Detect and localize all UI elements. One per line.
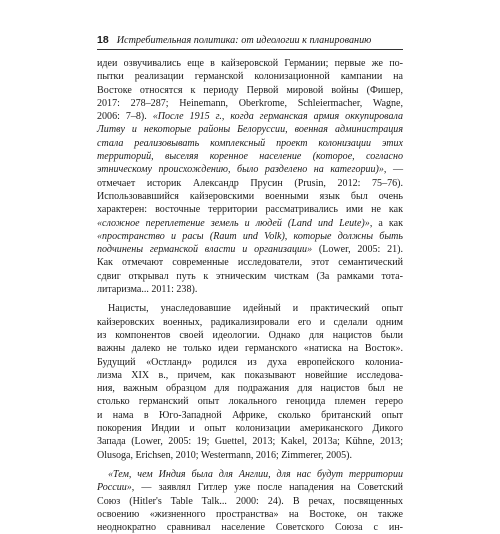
text-line <box>97 283 403 296</box>
text-line <box>97 449 403 462</box>
text-run: , — заявлял Гитлер уже после нападения на Советский <box>131 482 403 494</box>
text-line <box>97 137 403 150</box>
text-run: литаризма... 2011: 238). <box>97 284 198 296</box>
text-line <box>97 468 403 481</box>
text-run: из компонентов своей идеологии. Однако для нацистов были <box>97 329 403 341</box>
text-line <box>97 422 403 435</box>
text-run: сдвиг открывал путь к этническим чисткам (За рамками тота- <box>97 270 403 282</box>
emphasized-text: стала реализовывать комплексный проект колонизации этих <box>97 137 403 149</box>
text-run: , а как <box>369 217 403 229</box>
text-run: неоднократно сравнивал население Советского Союза с ин- <box>97 522 403 534</box>
text-run: Olusoga, Erichsen, 2010; Westermann, 2016; Zimmerer, 2005). <box>97 449 353 461</box>
text-run: и нама в Юго-Западной Африке, сколько британский опыт <box>97 409 403 421</box>
text-run: столько германский опыт локального геноцида племен гереро <box>97 396 403 408</box>
text-line <box>97 270 403 283</box>
text-line <box>97 57 403 70</box>
text-line <box>97 382 403 395</box>
body-text <box>97 57 403 534</box>
text-run: Будущий «Остланд» родился из духа европейского колониа- <box>97 356 403 368</box>
emphasized-text: «сложное переплетение земель и людей (Land und Leute)» <box>97 217 370 229</box>
page-number: 18 <box>97 34 109 46</box>
emphasized-text: Литву и некоторые районы Белоруссии, военная администрация <box>97 124 403 136</box>
text-run: ния, важным образцом для подражания для нацистов был не <box>97 383 403 395</box>
text-line <box>97 97 403 110</box>
text-run: лизма XIX в., причем, как показывают новейшие исследова- <box>97 369 403 381</box>
text-run: Как отмечают современные исследователи, этот семантический <box>97 257 403 269</box>
text-line <box>97 190 403 203</box>
text-line <box>97 508 403 521</box>
paragraph <box>97 468 403 534</box>
text-line <box>97 163 403 176</box>
text-run: , — <box>383 164 403 176</box>
emphasized-text: России» <box>97 482 132 494</box>
text-line <box>97 435 403 448</box>
text-run: Нацисты, унаследовавшие идейный и практический опыт <box>108 303 403 315</box>
text-line <box>97 369 403 382</box>
text-line <box>97 356 403 369</box>
text-run: покорения Индии и опыт колонизации американского Дикого <box>97 423 403 435</box>
text-line <box>97 177 403 190</box>
text-run: Запада (Lower, 2005: 19; Guettel, 2013; Kakel, 2013a; Kühne, 2013; <box>97 436 403 448</box>
text-line <box>97 230 403 243</box>
text-run: освоению «жизненного пространства» на Востоке, он также <box>97 508 403 520</box>
text-run: (Lower, 2005: 21). <box>312 244 403 256</box>
text-run: идеи озвучивались еще в кайзеровской Германии; первые же по- <box>97 58 403 69</box>
text-line <box>97 84 403 97</box>
text-line <box>97 70 403 83</box>
text-line <box>97 243 403 256</box>
text-run: характерен: восточные территории рассматривались ими не как <box>97 204 403 216</box>
text-run: Союз (Hitler's Table Talk... 2000: 24). В речах, посвященных <box>97 495 403 507</box>
running-title: Истребительная политика: от идеологии к планированию <box>116 35 372 46</box>
running-header <box>97 33 403 47</box>
emphasized-text: территорий, выселяя коренное население (которое, согласно <box>97 151 403 163</box>
text-run: важны далеко не только идеи германского «натиска на Восток». <box>97 343 403 355</box>
text-line <box>97 123 403 136</box>
paragraph <box>97 302 403 462</box>
emphasized-text: «пространство и расы (Raum und Volk), которые должны быть <box>97 230 403 242</box>
text-run: пытки реализации германской колонизационной кампании на <box>97 71 403 83</box>
emphasized-text: «После 1915 г., когда германская армия оккупировала <box>152 111 403 123</box>
text-line <box>97 481 403 494</box>
text-line <box>97 256 403 269</box>
text-line <box>97 217 403 230</box>
text-line <box>97 409 403 422</box>
header-rule <box>97 49 403 50</box>
emphasized-text: «Тем, чем Индия была для Англии, для нас будут территории <box>108 468 403 480</box>
text-line <box>97 329 403 342</box>
text-line <box>97 203 403 216</box>
text-line <box>97 150 403 163</box>
text-run: 2006: 7–8). <box>97 111 153 123</box>
text-line <box>97 395 403 408</box>
text-run: кайзеровских военных, радикализировали его и сделали одним <box>97 316 403 328</box>
text-line <box>97 495 403 508</box>
emphasized-text: этническому происхождению, было разделено на категории)» <box>97 164 384 176</box>
text-run: 2017: 278–287; Heinemann, Oberkrome, Schleiermacher, Wagne, <box>97 97 403 109</box>
emphasized-text: подчинены германской власти и организации» <box>97 244 313 256</box>
text-run: Использовавшийся кайзеровскими военными язык был очень <box>97 190 403 202</box>
text-line <box>97 316 403 329</box>
text-run: отмечает историк Александр Прусин (Prusin, 2012: 75–76). <box>97 177 403 189</box>
text-run: Востоке относятся к периоду Первой мировой войны (Фишер, <box>97 84 403 96</box>
text-line <box>97 302 403 315</box>
paragraph <box>97 57 403 296</box>
text-line <box>97 110 403 123</box>
text-line <box>97 342 403 355</box>
text-line <box>97 521 403 534</box>
